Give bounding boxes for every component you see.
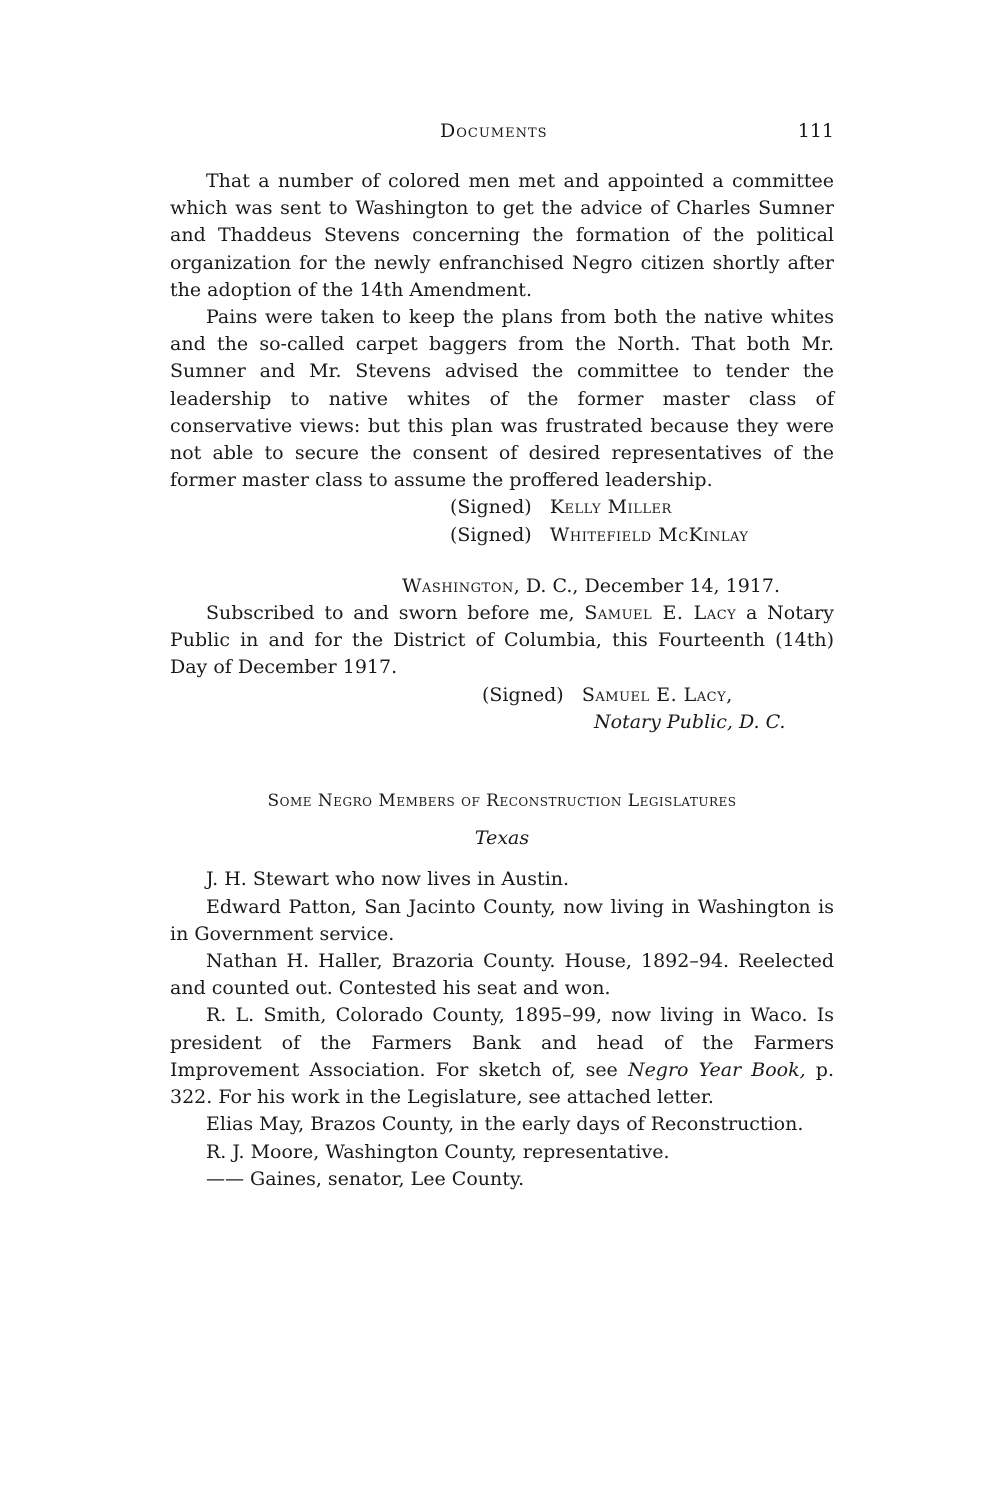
paragraph: That a number of colored men met and appointed a committee which was sent to Washington to get the advice of Charles Sumner and Thaddeus Stevens concerning the formation of the political organization for the newly enfranchised Negro citizen shortly after the adoption of the 14th Amendment. xyxy=(170,170,834,301)
signed-label: (Signed) xyxy=(450,496,532,519)
list-item: J. H. Stewart who now lives in Austin. xyxy=(206,868,570,891)
affidavit-text: Subscribed to and sworn before me, xyxy=(206,602,585,625)
signature-line xyxy=(170,522,834,549)
signature-line xyxy=(170,494,834,521)
page-number: 111 xyxy=(797,120,834,142)
state-subheading: Texas xyxy=(474,827,530,850)
notary-name: Samuel E. Lacy xyxy=(581,683,727,706)
list-item: Edward Patton, San Jacinto County, now living in Washington is in Government service. xyxy=(170,895,834,945)
notary-title: Notary Public, D. C. xyxy=(594,710,786,733)
dateline-date: , D. C., December 14, 1917. xyxy=(513,574,781,597)
list-item: Nathan H. Haller, Brazoria County. House, 1892–94. Reelected and counted out. Contested his seat and won. xyxy=(170,950,834,1000)
running-head-title: Documents xyxy=(440,120,548,142)
notary-name-inline: Samuel E. Lacy xyxy=(584,602,737,625)
paragraph: Pains were taken to keep the plans from both the native whites and the so-called carpet baggers from the North. That both Mr. Sumner and Mr. Stevens advised the committee to tender the leadership to native whites of the former master class of conservative views: but this plan was frustrated because they were not able to secure the consent of desired representatives of the former master class to assume the proffered leadership. xyxy=(170,306,834,492)
signed-label: (Signed) xyxy=(450,523,532,546)
book-title: Negro Year Book, xyxy=(627,1058,806,1081)
running-head xyxy=(170,120,834,150)
dateline xyxy=(170,573,834,600)
list-item: R. J. Moore, Washington County, representative. xyxy=(206,1140,670,1163)
signed-label: (Signed) xyxy=(482,683,564,706)
list-item: Elias May, Brazos County, in the early days of Reconstruction. xyxy=(206,1113,804,1136)
list-item: —— Gaines, senator, Lee County. xyxy=(206,1167,525,1190)
notary-comma: , xyxy=(726,683,733,706)
list-item-text: R. L. Smith, Colorado County, 1895–99, now living in Waco. Is president of the Farmers Bank and head of the Farmers Improvement Association. For sketch of, see xyxy=(170,1004,834,1081)
affidavit-paragraph xyxy=(170,600,834,682)
affidavit-text: a Notary Public in and for the District of Columbia, this Fourteenth (14th) Day of December 1917. xyxy=(170,602,834,679)
notary-signature xyxy=(170,682,834,709)
list-item-text: p. 322. For his work in the Legislature, see attached letter. xyxy=(170,1058,834,1109)
dateline-place: Washington xyxy=(402,574,514,597)
body-text xyxy=(170,168,834,1193)
signatory-name: Whitefield McKinlay xyxy=(549,523,749,546)
members-list xyxy=(170,866,834,1192)
signatory-name: Kelly Miller xyxy=(549,496,672,519)
section-heading: Some Negro Members of Reconstruction Legislatures xyxy=(267,791,737,812)
list-item xyxy=(170,1002,834,1111)
